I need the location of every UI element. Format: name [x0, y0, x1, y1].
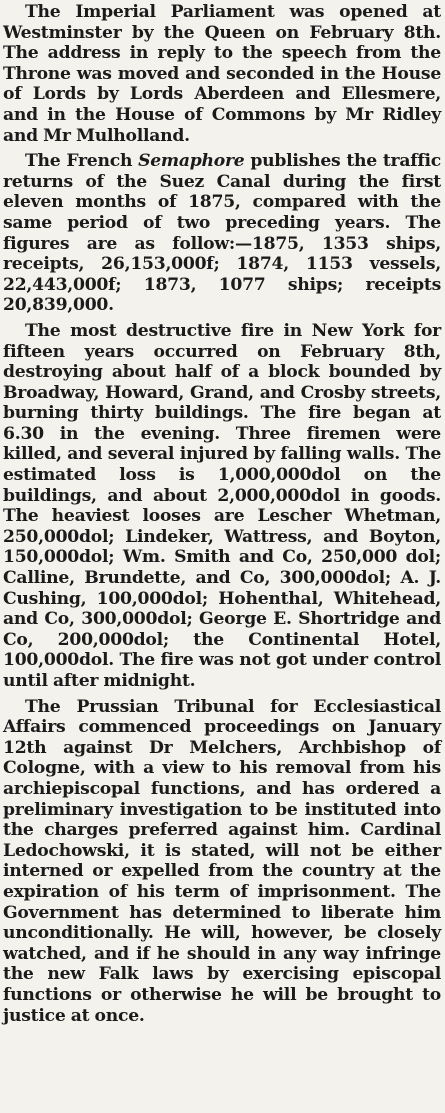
- newspaper-name-semaphore: Semaphore: [138, 151, 245, 172]
- paragraph-parliament: The Imperial Parliament was opened at Westminster by the Queen on February 8th. The address in reply to the speech from the Throne was moved and seconded in the House of Lords by Lords Aberdeen and Ellesmere, and in the House of Commons by Mr Ridley and Mr Mulholland.: [3, 2, 441, 146]
- paragraph-suez-canal-lead: The French: [25, 151, 139, 172]
- paragraph-prussian-tribunal: The Prussian Tribunal for Ecclesiastical Affairs commenced proceedings on January 12th against Dr Melchers, Archbishop of Cologne, with a view to his removal from his archiepiscopal functions, and has ordered a preliminary investigation to be instituted into the charges preferred against him. Cardinal Ledochowski, it is stated, will not be either interned or expelled from the country at the expiration of his term of imprisonment. The Government has determined to liberate him unconditionally. He will, however, be closely watched, and if he should in any way infringe the new Falk laws by exercising episcopal functions or otherwise he will be brought to justice at once.: [3, 696, 441, 1026]
- paragraph-suez-canal-body: publishes the traffic returns of the Suez Canal during the first eleven months of 1875, compared with the same period of two preceding years. The figures are as follow:—1875, 1353 ships, receipts, 26,153,000f; 1874, 1153 vessels, 22,443,000f; 1873, 1077 ships; receipts 20,839,000.: [3, 151, 441, 316]
- paragraph-new-york-fire: The most destructive fire in New York for fifteen years occurred on February 8th, destroying about half of a block bounded by Broadway, Howard, Grand, and Crosby streets, burning thirty buildings. The fire began at 6.30 in the evening. Three firemen were killed, and several injured by falling walls. The estimated loss is 1,000,000dol on the buildings, and about 2,000,000dol in goods. The heaviest looses are Lescher Whetman, 250,000dol; Lindeker, Wattress, and Boyton, 150,000dol; Wm. Smith and Co, 250,000 dol; Calline, Brundette, and Co, 300,000dol; A. J. Cushing, 100,000dol; Hohenthal, Whitehead, and Co, 300,000dol; George E. Shortridge and Co, 200,000dol; the Continental Hotel, 100,000dol. The fire was not got under control until after midnight.: [3, 320, 441, 691]
- paragraph-suez-canal: [3, 151, 441, 316]
